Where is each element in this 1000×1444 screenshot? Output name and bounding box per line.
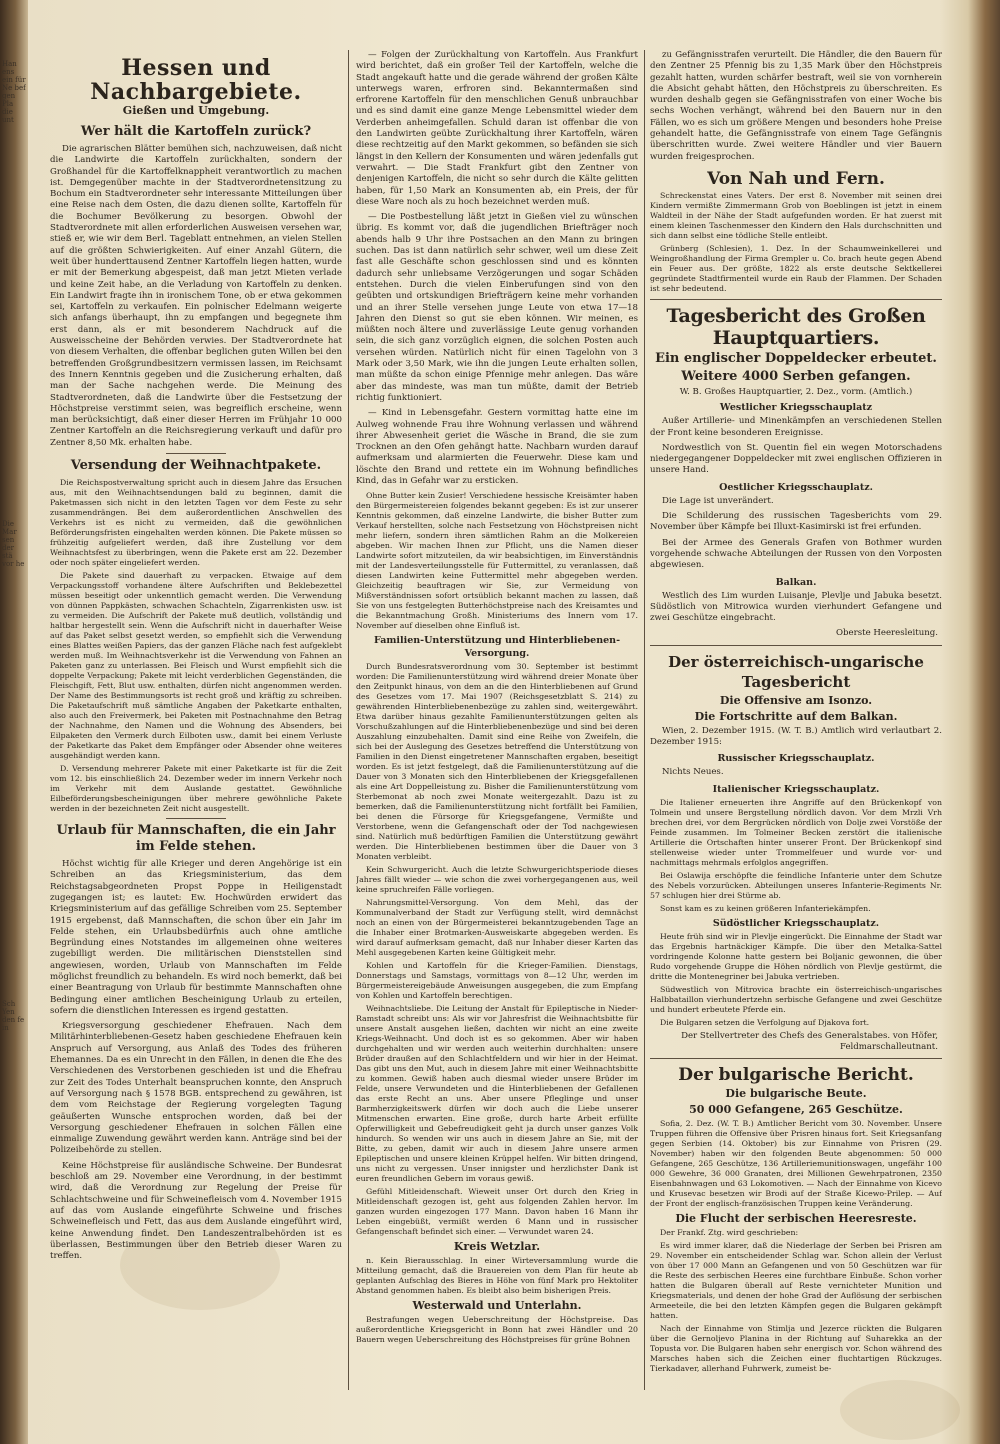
article-body: Die Bulgaren setzen die Verfolgung auf Djakova fort. — [660, 1017, 870, 1027]
article-body: Höchst wichtig für alle Krieger und deren Angehörige ist ein Schreiben an das Kriegsministerium, das dem Reichstagsabgeordneten Propst Poppe in Heiligenstadt zugegangen ist; es lautet: Ew. Hochwürden erwidert das Kriegsministerium auf das gefällige Schreiben vom 25. September 1915 ergebenst, daß Mannschaften, die schon über ein Jahr im Felde stehen, ein Urlaubsbedürfnis auch ohne amtliche Begründung eines Notstandes im allgemeinen ohne weiteres zugebilligt werden. Die militärischen Dienststellen sind angewiesen, worden, Urlaub von Mannschaften im Felde möglichst freundlich zu behandeln. Es wird noch bemerkt, daß bei einer Beantragung von Urlaub für bestimmte Mannschaften ohne Bedingung einer amtlichen Bescheinigung Urlaub zu erteilen, sofern die dienstlichen Interessen es irgend gestatten. — [50, 859, 342, 1016]
article-body: Die Pakete sind dauerhaft zu verpacken. Etwaige auf dem Verpackungsstoff vorhandene ältere Aufschriften und Beklebezettel müssen beseitigt oder unkenntlich gemacht werden. Die Verwendung von dünnen Pappkästen, schwachen Schachteln, Zigarrenkisten usw. ist zu vermeiden. Die Aufschrift der Pakete muß deutlich, vollständig und haltbar hergestellt sein. Wenn die Aufschrift nicht in dauerhafter Weise auf das Paket selbst gesetzt werden, so empfiehlt sich die Verwendung eines Blattes weißen Papiers, das der ganzen Fläche nach fest aufgeklebt werden muß. Im Weihnachtsverkehr ist die Verwendung von Fahnen an Paketen ganz zu unterlassen. Bei Fleisch und Wurst empfiehlt sich die doppelte Verpackung; Pakete mit leicht verderblichen Gegenständen, die Fleischgift, Fett, Blut usw. enthalten, dürfen nicht angenommen werden. Der Name des Bestimmungsorts ist recht groß und kräftig zu schreiben. Die Paketaufschrift muß sämtliche Angaben der Paketkarte enthalten, also auch den Freivermerk, bei Paketen mit Postnachnahme den Betrag der Nachnahme, den Namen und die Wohnung des Absenders, bei Eilpaketen den Vermerk durch Eilboten usw., damit bei einem Verluste der Paketkarte das Paket dem Empfänger oder Absender ohne weiteres ausgehändigt werden kann. — [50, 571, 342, 761]
subheading: Italienischer Kriegsschauplatz. — [712, 783, 880, 795]
article-title: Kreis Wetzlar. — [453, 1240, 541, 1254]
article-body: Schreckenstat eines Vaters. Der erst 8. November mit seinen drei Kindern vermißte Zimmermann Grob von Boeblingen ist jetzt in einem Waldteil in der Nähe der Stadt aufgefunden worden. Er hat zuerst mit einem kleinen Taschenmesser den Kindern den Hals durchschnitten und sich dann selbst eine tödliche Stelle entleibt. — [650, 190, 942, 240]
article-title: Westerwald und Unterlahn. — [412, 1299, 582, 1313]
headline: Weitere 4000 Serben gefangen. — [681, 368, 911, 384]
article-body: Der Frankf. Ztg. wird geschrieben: — [660, 1228, 799, 1238]
article-title: Urlaub für Mannschaften, die ein Jahr im Felde stehen. — [56, 823, 336, 855]
article-body: Kohlen und Kartoffeln für die Krieger-Familien. Dienstags, Donnerstags und Samstags, vormittags von 8—12 Uhr, werden im Bürgermeistereigebäude Anweisungen ausgegeben, die zum Empfang von Kohlen und Kartoffeln berechtigen. — [356, 961, 638, 1001]
headline: Die bulgarische Beute. — [725, 1087, 867, 1101]
divider — [650, 299, 942, 300]
article-body: zu Gefängnisstrafen verurteilt. Die Händler, die den Bauern für den Zentner 25 Pfennig bis zu 1,35 Mark über den Höchstpreis gezahlt hatten, wurden schärfer bestraft, weil sie von vornherein die Absicht gehabt hätten, den Höchstpreis zu überschreiten. Es wurden deshalb gegen sie Gefängnisstrafen von einer Woche bis sechs Wochen verhängt, während bei den Bauern nur in den Fällen, wo es sich um größere Mengen und besonders hohe Preise gehandelt hatte, die Gefängnisstrafe von einem Tage Gefängnis überschritten wurde. Zwei weitere Händler und vier Bauern wurden freigesprochen. — [650, 50, 942, 162]
article-body: Die Lage ist unverändert. — [662, 495, 774, 506]
divider — [650, 645, 942, 646]
article-body: Keine Höchstpreise für ausländische Schweine. Der Bundesrat beschloß am 29. November eine Verordnung, in der bestimmt wird, daß die Verordnung zur Regelung der Preise für Schlachtschweine und für Schweinefleisch vom 4. November 1915 auf das vom Auslande eingeführte Schweine und frisches Schweinefleisch und Fett, das aus dem Auslande eingeführt wird, keine Anwendung findet. Den Landeszentralbehörden ist es überlassen, Bestimmungen über den Betrieb dieser Waren zu treffen. — [50, 1160, 342, 1262]
signature: Oberste Heeresleitung. — [835, 628, 938, 639]
article-body: Weihnachtsliebe. Die Leitung der Anstalt für Epileptische in Nieder-Ramstadt schreibt uns: Als wir vor Jahresfrist die Weihnachtsbitte für unsere Anstalt ausgehen ließen, dachten wir nicht an eine zweite Kriegs-Weihnacht. Und doch ist es so gekommen. Aber wir haben durchgehalten und wir werden auch weiterhin durchhalten: unsere Brüder draußen auf den Schlachtfeldern und wir hier in der Heimat. Das gibt uns den Mut, auch in diesem Jahre mit einer Weihnachtsbitte zu kommen. Gewiß haben auch diesmal wieder unsere Brüder im Felde, unsere Verwundeten und die Hinterbliebenen der Gefallenen das erste Recht an uns. Aber unsere Pfleglinge und unser Barmherzigkeitswerk dürfen wir doch auch die Liebe unserer Mitmenschen erwarten. Eine große, durch harte Arbeit erfüllte Opferwilligkeit und Gebefreudigkeit geht ja durch unser ganzes Volk hindurch. So wenden wir uns auch in diesem Jahre an Sie, mit der Bitte, zu geben, damit wir auch in diesem Jahre unsere armen Epileptischen und unsere kleinen Krüppel helfen. Wir bitten dringend, uns nicht zu vergessen. Unser innigster und herzlichster Dank ist euren freundlichen Gebern im voraus gewiß. — [356, 1004, 638, 1184]
article-body: Nichts Neues. — [662, 767, 724, 778]
margin-fragment: Han ens ein für Ne bef gen Pla die unt — [2, 60, 26, 124]
article-body: — Folgen der Zurückhaltung von Kartoffeln. Aus Frankfurt wird berichtet, daß ein großer Teil der Kartoffeln, welche die Stadt angekauft hatte und die gerade während der großen Kälte unterwegs waren, erfroren sind. Bekanntermaßen sind erfrorene Kartoffeln für den menschlichen Genuß unbrauchbar und es sind damit eine ganze Menge Lebensmittel wieder dem Verderben anheimgefallen. Schuld daran ist offenbar die von den Landwirten geübte Zurückhaltung ihrer Kartoffeln, wären diese rechtzeitig auf den Markt gekommen, so befänden sie sich längst in den Kellern der Konsumenten und wären jedenfalls gut verwahrt. — Die Stadt Frankfurt gibt den Zentner von denjenigen Kartoffeln, die nicht so sehr durch die Kälte gelitten haben, für 1,50 Mark an Konsumenten ab, ein Preis, der für diese Ware noch als zu hoch bezeichnet werden muß. — [356, 50, 638, 207]
column-right — [650, 50, 942, 1410]
section-heading: Hessen und Nachbargebiete. — [90, 55, 302, 105]
headline: Die Fortschritte auf dem Balkan. — [694, 709, 898, 723]
article-body: Nordwestlich von St. Quentin fiel ein wegen Motorschadens niedergegangener Doppeldecker mit zwei englischen Offizieren in unsere Hand. — [650, 442, 942, 476]
article-body: Es wird immer klarer, daß die Niederlage der Serben bei Prisren am 29. November ein entscheidender Schlag war. Schon allein der Verlust von über 17 000 Mann an Gefangenen und von 50 Geschützen war für die Reste des serbischen Heeres eine furchtbare Einbuße. Schon vorher hatten die Bulgaren überall auf Reste vernichteter Munition und Kriegsmaterials, und denen der hohe Grad der Auflösung der serbischen Armeeteile, die bei den letzten Kämpfen gegen die Bulgaren gekämpft hatten. — [650, 1241, 942, 1321]
headline: 50 000 Gefangene, 265 Geschütze. — [689, 1103, 903, 1117]
article-body: Westlich des Lim wurden Luisanje, Plevlje und Jabuka besetzt. Südöstlich von Mitrowica wurden vierhundert Gefangene und zwei Geschütze eingebracht. — [650, 590, 942, 624]
article-body: Nahrungsmittel-Versorgung. Von dem Mehl, das der Kommunalverband der Stadt zur Verfügung stellt, wird demnächst noch an einen von der Bürgermeisterei bekanntzugebenden Tage an die Inhaber einer Brotmarken-Ausweiskarte abgegeben werden. Es wird darauf aufmerksam gemacht, daß nur Inhaber dieser Karten das Mehl ausgegebenen Karten keine Gültigkeit mehr. — [356, 898, 638, 958]
subheading: Südöstlicher Kriegsschauplatz. — [712, 917, 880, 929]
article-title: Familien-Unterstützung und Hinterbliebenen-Versorgung. — [373, 635, 621, 660]
article-body: Die Schilderung des russischen Tagesberichts vom 29. November über Kämpfe bei Illuxt-Kasimirski ist frei erfunden. — [650, 511, 942, 533]
article-body: Sonst kam es zu keinen größeren Infanteriekämpfen. — [660, 903, 871, 913]
article-body: Kriegsversorgung geschiedener Ehefrauen. Nach dem Militärhinterbliebenen-Gesetz haben geschiedene Ehefrauen kein Anspruch auf Versorgung, aus Anlaß des Todes des früheren Ehemannes. Da es ein Unrecht in den Fällen, in denen die Ehe des Verschiedenen des Verstorbenen geschieden ist und die Ehefrau zur Zeit des Todes Unterhalt beanspruchen konnte, den Anspruch auf Versorgung nach § 1578 BGB. entsprechend zu gewähren, ist dem vom Reichstage der Regierung vorgelegten Tagung geäußerten Wunsche entsprochen worden, daß bei der Versorgung geschiedener Ehefrauen in solchen Fällen eine einmalige Zuwendung gewährt werden kann. Anträge sind bei der Polizeibehörde zu stellen. — [50, 1021, 342, 1156]
article-body: n. Kein Bierausschlag. In einer Wirteversammlung wurde die Mitteilung gemacht, daß die Brauereien von dem Plan für heute ab geplanten Aufschlag des Bieres in Höhe von fünf Mark pro Hektoliter Abstand genommen haben. Es bleibt also beim bisherigen Preis. — [356, 1256, 638, 1296]
column-rule — [644, 50, 645, 1390]
article-body: — Kind in Lebensgefahr. Gestern vormittag hatte eine im Aulweg wohnende Frau ihre Wohnung verlassen und während ihrer Abwesenheit geriet die Wäsche in Brand, die sie zum Trocknen an den Ofen gehängt hatte. Nachbarn wurden darauf aufmerksam und alarmierten die Feuerwehr. Diese kam und löschte den Brand und rettete ein im Wohnung befindliches Kind, das in Gefahr war zu ersticken. — [356, 408, 638, 486]
article-body: Bei der Armee des Generals Grafen von Bothmer wurden vorgehende schwache Abteilungen der Russen von den Vorposten abgewiesen. — [650, 537, 942, 571]
margin-fragment: Sch Yen den fe in — [2, 1000, 25, 1032]
dateline: Wien, 2. Dezember 1915. (W. T. B.) Amtlich wird verlautbart 2. Dezember 1915: — [650, 725, 942, 748]
dateline: W. B. Großes Hauptquartier, 2. Dez., vorm. (Amtlich.) — [679, 386, 913, 397]
article-body: D. Versendung mehrerer Pakete mit einer Paketkarte ist für die Zeit vom 12. bis einschließlich 24. Dezember weder im innern Verkehr noch im Verkehr mit dem Auslande gestattet. Gewöhnliche Eilbeförderungsbescheinigungen über mehrere gewöhnliche Pakete werden in der bezeichneten Zeit nicht ausgestellt. — [50, 764, 342, 814]
divider — [166, 818, 226, 819]
margin-fragment: Die Mar sen der stä vor he — [2, 520, 25, 568]
article-body: Die Italiener erneuerten ihre Angriffe auf den Brückenkopf von Tolmein und unsere Bergstellung nördlich davon. Vor dem Mrzli Vrh brechen drei, vor dem Bergrücken nördlich von Dolje zwei Vorstöße der Feinde zusammen. Im Tolmeiner Becken zerstört die italienische Artillerie die Ortschaften hinter unserer Front. Der Brückenkopf sind stellenweise wieder unter Trommelfeuer und wurde vor- und nachmittags mehrmals erfolglos angegriffen. — [650, 797, 942, 867]
headline: Die Offensive am Isonzo. — [719, 693, 873, 707]
article-body: Die Reichspostverwaltung spricht auch in diesem Jahre das Ersuchen aus, mit den Weihnachtsendungen bald zu beginnen, damit die Paketmassen sich nicht in den letzten Tagen vor dem Feste zu sehr zusammendrängen. Bei dem außerordentlichen Anschwellen des Verkehrs ist es nicht zu vermeiden, daß die gewöhnlichen Beförderungsfristen eingehalten werden können. Die Pakete müssen so frühzeitig aufgeliefert werden, daß ihre Zustellung vor dem Weihnachtsfest zu überbringen, wenn die Pakete erst am 22. Dezember oder noch später eingeliefert werden. — [50, 478, 342, 568]
column-left — [50, 50, 342, 1410]
section-heading: Tagesbericht des Großen Hauptquartiers. — [666, 304, 926, 349]
article-body: Durch Bundesratsverordnung vom 30. September ist bestimmt worden: Die Familienunterstützung wird während dreier Monate über den Zeitpunkt hinaus, von dem an die den Hinterbliebenen auf Grund des Gesetzes vom 17. Mai 1907 (Reichsgesetzblatt S. 214) zu gewährenden Hinterbliebenenbezüge zu zahlen sind, weitergewährt. Etwa darüber hinaus gezahlte Familienunterstützungen gelten als Vorschußzahlungen auf die Hinterbliebenenbezüge und sind bei deren Auszahlung einzubehalten. Damit sind eine Reihe von Zweifeln, die sich bei der Auslegung des Gesetzes betreffend die Unterstützung von Familien in den Dienst eingetretener Mannschaften ergaben, beseitigt worden. Es ist jetzt festgelegt, daß die Familienunterstützung auf die Dauer von 3 Monaten sich den Hinterbliebenen der Kriegsgefallenen als eine Art Doppelleistung zu. Bisher die Familienunterstützung vom Sterbemonat ab noch zwei Monate weitergezahlt. Dazu ist zu bemerken, daß die Familienunterstützung nicht fortfällt bei Familien, bei denen die Fürsorge für Kriegsgefangene, Vermißte und Verstorbene, wenn die Gefangenschaft oder der Tod nachgewiesen sind. Natürlich muß bedürftigen Familien die Unterstützung gewährt werden. Die Hinterbliebenen bestimmen über die Dauer von 3 Monaten verbleibt. — [356, 662, 638, 862]
article-body: Die agrarischen Blätter bemühen sich, nachzuweisen, daß nicht die Landwirte die Kartoffeln zurückhalten, sondern der Großhandel für die Kartoffelknappheit verantwortlich zu machen ist. Demgegenüber machte in der Stadtverordnetensitzung zu Bochum ein Stadtverordneter sehr interessante Mitteilungen über eine Reise nach dem Osten, die dazu dienen sollte, Kartoffeln für die Bochumer Bevölkerung zu besorgen. Obwohl der Stadtverordnete mit allen erforderlichen Ausweisen versehen war, stieß er, wie wir dem Berl. Tageblatt entnehmen, an vielen Stellen auf die größten Schwierigkeiten. Auf einer Anzahl Gütern, die weit über hunderttausend Zentner Kartoffeln liegen hatten, wurde er mit der Bemerkung abgespeist, daß man jetzt Mieten verlade und keine Zeit habe, an die Verladung von Kartoffeln zu denken. Ein Landwirt fragte ihn in ironischem Tone, ob er etwa gekommen sei, Kartoffeln zu verkaufen. Ein polnischer Edelmann weigerte sich anfangs überhaupt, ihn zu empfangen und begegnete ihm erst dann, als er mit besonderem Nachdruck auf die Ausweisscheine der Behörden verwies. Der Stadtverordnete hat von diesem Verhalten, die offenbar beglichen guten Willen bei den betreffenden Großgrundbesitzern vermissen lassen, im Reichsamt des Innern Kenntnis gegeben und die Zusicherung erhalten, daß man der Sache nachgehen werde. Die Meinung des Stadtverordneten, daß die Landwirte über die Festsetzung der Höchstpreise verstimmt seien, was begreiflich erscheine, wenn man berücksichtigt, daß einer dieser Herren im Frühjahr 10 000 Zentner Kartoffeln an die Reichsregierung verkauft und dafür pro Zentner 8,50 Mk. erhalten habe. — [50, 144, 342, 448]
article-body: Kein Schwurgericht. Auch die letzte Schwurgerichtsperiode dieses Jahres fällt wieder — wie schon die zwei vorhergegangenen aus, weil keine spruchreifen Fälle vorliegen. — [356, 865, 638, 895]
article-title: Versendung der Weihnachtpakete. — [70, 458, 322, 474]
article-body: — Die Postbestellung läßt jetzt in Gießen viel zu wünschen übrig. Es kommt vor, daß die jugendlichen Briefträger noch abends halb 9 Uhr ihre Postsachen an den Mann zu bringen suchen. Das ist dann natürlich sehr schwer, weil um diese Zeit fast alle Geschäfte schon geschlossen sind und es könnten dadurch sehr unliebsame Verzögerungen und sogar Schäden entstehen. Durch die vielen Einberufungen sind von den geübten und ortskundigen Briefträgern keine mehr vorhanden und an ihrer Stelle versehen junge Leute von etwa 17—18 Jahren den Dienst so gut sie eben können. Wir meinen, es müßten noch ältere und zuverlässige Leute genug vorhanden sein, die sich ganz vorzüglich eignen, die solchen Posten auch versehen würden. Natürlich nicht für einen Tagelohn von 3 Mark oder 3,50 Mark, wie ihn die jungen Leute erhalten sollen, man müßte da schon einige Pfennige mehr anlegen. Das wäre aber das mindeste, was man tun müßte, damit der Betrieb richtig funktioniert. — [356, 212, 638, 403]
divider — [650, 1058, 942, 1059]
section-heading: Von Nah und Fern. — [707, 168, 885, 189]
divider — [166, 453, 226, 454]
article-title: Wer hält die Kartoffeln zurück? — [80, 124, 312, 139]
article-body: Sofia, 2. Dez. (W. T. B.) Amtlicher Bericht vom 30. November. Unsere Truppen führen die Offensive über Prisren hinaus fort. Seit Kriegsanfang gegen Serbien (14. Oktober) bis zur Einnahme von Prisren (29. November) haben wir den folgenden Beute abgenommen: 50 000 Gefangene, 265 Geschütze, 136 Artilleriemunitionswagen, ungefähr 100 000 Gewehre, 36 000 Granaten, drei Millionen Gewehrpatronen, 2350 Eisenbahnwagen und 63 Lokomotiven. — Nach der Einnahme von Kicevo und Krusevac besetzen wir Brodi auf der Straße Kicewo-Prilep. — Auf der Front der englisch-französischen Truppen keine Veränderung. — [650, 1119, 942, 1209]
article-body: Außer Artillerie- und Minenkämpfen an verschiedenen Stellen der Front keine besonderen Ereignisse. — [650, 416, 942, 438]
article-body: Gefühl Mitleidenschaft. Wieweit unser Ort durch den Krieg in Mitleidenschaft gezogen ist, geht aus folgenden Zahlen hervor. Im ganzen wurden eingezogen 177 Mann. Davon haben 16 Mann ihr Leben eingebüßt, vermißt werden 6 Mann und in russischer Gefangenschaft befindet sich einer. — Verwundet waren 24. — [356, 1187, 638, 1237]
subheading: Russischer Kriegsschauplatz. — [717, 753, 875, 765]
article-body: Heute früh sind wir in Plevlje eingerückt. Die Einnahme der Stadt war das Ergebnis hartnäckiger Kämpfe. Die über den Metalka-Sattel vordringende Kolonne hatte gestern bei Boljanic gewonnen, die über Rudo vorgehende Gruppe die Höhen nördlich von Plevlje gestürmt, die dritte die Montenegriner bei Jabuka vertrieben. — [650, 931, 942, 981]
article-title: Die Flucht der serbischen Heeresreste. — [675, 1212, 917, 1226]
column-rule — [348, 50, 349, 1390]
subheading: Balkan. — [775, 576, 817, 588]
column-middle — [356, 50, 638, 1410]
subheading: Westlicher Kriegsschauplatz — [719, 402, 873, 414]
article-body: Bestrafungen wegen Ueberschreitung der Höchstpreise. Das außerordentliche Kriegsgericht in Bonn hat zwei Händler und 20 Bauern wegen Ueberschreitung des Höchstpreises für grüne Bohnen — [356, 1315, 638, 1345]
article-body: Bei Oslawija erschöpfte die feindliche Infanterie unter dem Schutze des Nebels vorzurücken. Abteilungen unseres Infanterie-Regiments Nr. 57 schlugen hier drei Stürme ab. — [650, 870, 942, 900]
signature: Der Stellvertreter des Chefs des Generalstabes. von Höfer, Feldmarschalleutnant. — [681, 1030, 938, 1052]
article-body: Grünberg (Schlesien), 1. Dez. In der Schaumweinkellerei und Weingroßhandlung der Firma Grempler u. Co. brach heute gegen Abend ein Feuer aus. Der größte, 1822 als erste deutsche Sektkellerei gegründete Stadtfirmenteil wurde ein Raub der Flammen. Der Schaden ist sehr bedeutend. — [650, 243, 942, 293]
subheading: Oestlicher Kriegsschauplatz. — [719, 481, 873, 493]
article-body: Südwestlich von Mitrovica brachte ein österreichisch-ungarisches Halbbataillon vierhundertzehn serbische Gefangene und zwei Geschütze und hundert erbeutete Pferde ein. — [650, 984, 942, 1014]
headline: Ein englischer Doppeldecker erbeutet. — [655, 350, 937, 366]
article-body: Nach der Einnahme von Stimlja und Jezerce rückten die Bulgaren über die Gernoljevo Planina in der Richtung auf Suharekka an der Topusta vor. Die Bulgaren haben sehr energisch vor. Schon während des Marsches haben sich die Zeichen einer fluchtartigen Rückzuges. Tierkadaver, allerhand Fuhrwerk, zumeist be- — [650, 1324, 942, 1374]
section-subheading: Gießen und Umgebung. — [122, 104, 270, 117]
article-body: Ohne Butter kein Zusier! Verschiedene hessische Kreisämter haben den Bürgermeistereien folgendes bekannt gegeben: Es ist zur unserer Kenntnis gekommen, daß einzelne Landwirte, die bisher Butter zum Verkauf herstellten, solche nach Festsetzung von Höchstpreisen nicht mehr liefern, sondern ihren sämtlichen Rahm an die Molkereien abgeben. Wir machen Ihnen zur Pflicht, uns die Namen dieser Landwirte sofort mitzuteilen, da wir beabsichtigen, im Einverständnis mit der Landesverteilungsstelle für Futtermittel, zu veranlassen, daß diesen Landwirten keine Futtermittel mehr abgegeben werden. Gleichzeitig beauftragen wir Sie, zur Vermeidung von Mißverständnissen sofort ortsüblich bekannt machen zu lassen, daß Sie von uns festgelegten Butterhöchstpreise nach des Kreisamtes und die Bekanntmachung Großh. Ministeriums des Innern vom 17. November auf dieselben ohne Einfluß ist. — [356, 491, 638, 631]
section-heading: Der österreichisch-ungarische Tagesbericht — [668, 652, 924, 691]
section-heading: Der bulgarische Bericht. — [678, 1065, 914, 1086]
